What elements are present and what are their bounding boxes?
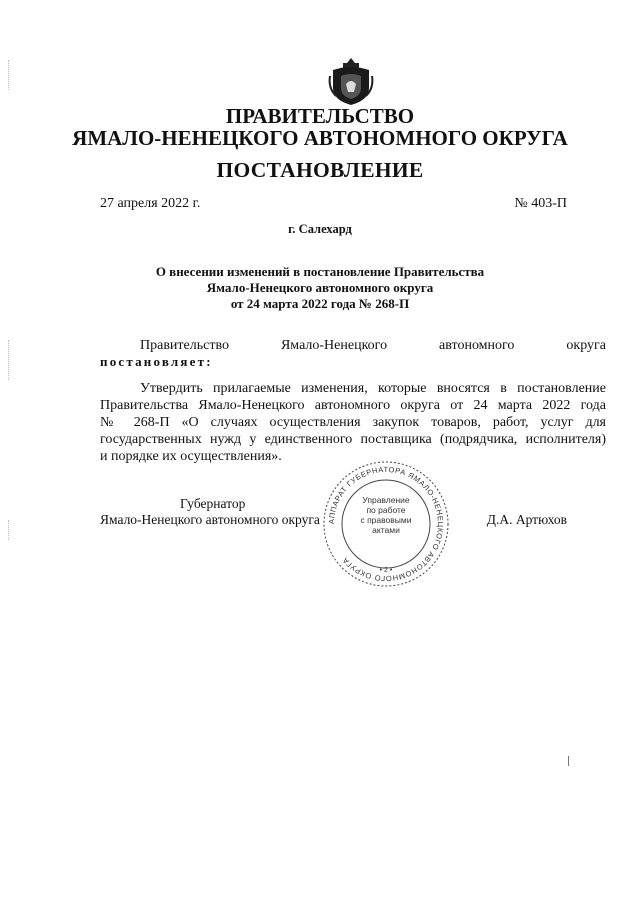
- signatory-position-line2: Ямало-Ненецкого автономного округа: [100, 512, 320, 527]
- coat-of-arms-icon: [328, 56, 374, 106]
- organization-name-line1: ПРАВИТЕЛЬСТВО: [225, 104, 415, 128]
- document-title-line1: О внесении изменений в постановление Правительства: [155, 264, 485, 279]
- stamp-number: • 2 •: [379, 567, 393, 574]
- stamp-center-line: с правовыми: [360, 515, 412, 525]
- preamble-word: Правительство: [140, 338, 229, 353]
- scan-edge-mark: [8, 60, 10, 90]
- document-date: 27 апреля 2022 г.: [100, 196, 201, 211]
- preamble-line: [140, 338, 606, 354]
- preamble-word: автономного: [439, 338, 515, 353]
- scan-edge-mark: [8, 520, 10, 540]
- paragraph-line: Правительства Ямало-Ненецкого автономного округа от 24 марта 2022 года: [100, 398, 606, 413]
- stamp-ring-text: АППАРАТ ГУБЕРНАТОРА ЯМАЛО-НЕНЕЦКОГО АВТОНОМНОГО ОКРУГА: [326, 464, 446, 584]
- preamble-word: округа: [566, 338, 606, 353]
- scan-edge-mark: [8, 340, 10, 380]
- stamp-center-line: по работе: [366, 505, 406, 515]
- stamp-center-text: [352, 495, 420, 535]
- stamp-center-line: актами: [372, 525, 400, 535]
- stamp-center-line: Управление: [362, 495, 410, 505]
- paragraph-line: № 268-П «О случаях осуществления закупок товаров, работ, услуг для: [100, 415, 606, 430]
- document-title-line3: от 24 марта 2022 года № 268-П: [230, 296, 410, 311]
- document-city: г. Салехард: [288, 222, 352, 236]
- document-number: № 403-П: [514, 196, 567, 211]
- scan-mark: [568, 756, 569, 766]
- document-title-line2: Ямало-Ненецкого автономного округа: [206, 280, 434, 295]
- resolves-word: постановляет:: [100, 354, 213, 369]
- paragraph-line: Утвердить прилагаемые изменения, которые вносятся в постановление: [140, 381, 606, 396]
- signatory-name: Д.А. Артюхов: [486, 512, 567, 527]
- document-type: ПОСТАНОВЛЕНИЕ: [216, 158, 424, 182]
- paragraph-line: государственных нужд у единственного поставщика (подрядчика, исполнителя): [100, 432, 606, 447]
- organization-name-line2: ЯМАЛО-НЕНЕЦКОГО АВТОНОМНОГО ОКРУГА: [72, 126, 568, 150]
- paragraph-line: и порядке их осуществления».: [100, 449, 282, 464]
- preamble-word: Ямало-Ненецкого: [280, 338, 388, 353]
- signatory-position-line1: Губернатор: [180, 496, 246, 511]
